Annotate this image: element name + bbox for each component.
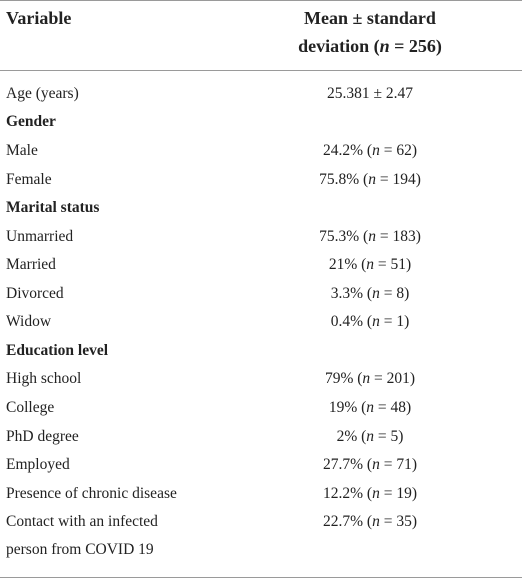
value-text: 22.7% (	[323, 513, 373, 530]
row-value: 25.381 ± 2.47	[326, 85, 413, 102]
row-label: High school	[6, 370, 82, 387]
value-n: n	[372, 485, 380, 502]
row-value	[265, 141, 475, 161]
row-label: Female	[6, 171, 52, 188]
value-text: = 62)	[379, 142, 417, 159]
value-text: = 19)	[379, 485, 417, 502]
value-text: 0.4% (	[330, 313, 373, 330]
top-rule	[0, 0, 522, 1]
value-text: 24.2% (	[323, 142, 373, 159]
value-text: 12.2% (	[323, 485, 373, 502]
value-n: n	[366, 428, 375, 445]
value-text: 75.3% (	[319, 228, 369, 245]
header-rule	[0, 70, 522, 71]
value-n: n	[366, 256, 375, 273]
row-label: person from COVID 19	[6, 541, 154, 558]
row-value	[265, 369, 475, 389]
value-n: n	[372, 513, 380, 530]
row-label: Presence of chronic disease	[6, 485, 177, 502]
row-label: Male	[6, 142, 38, 159]
row-label: Employed	[6, 456, 70, 473]
row-value	[265, 312, 475, 332]
value-text: = 183)	[375, 228, 421, 245]
value-text: 2% (	[336, 428, 367, 445]
row-value	[265, 398, 475, 418]
value-text: 21% (	[328, 256, 367, 273]
bottom-rule	[0, 577, 522, 578]
value-text: 19% (	[328, 399, 367, 416]
value-n: n	[372, 142, 380, 159]
value-text: 79% (	[324, 370, 363, 387]
value-text: 3.3% (	[330, 285, 373, 302]
row-label: Widow	[6, 313, 52, 330]
section-heading: Marital status	[6, 199, 100, 216]
value-n: n	[372, 456, 380, 473]
row-label: College	[6, 399, 55, 416]
row-label: Contact with an infected	[6, 513, 158, 530]
row-label: Divorced	[6, 285, 64, 302]
section-heading: Gender	[6, 113, 56, 130]
value-text: 75.8% (	[319, 171, 369, 188]
row-value	[265, 512, 475, 532]
value-text: = 48)	[374, 399, 412, 416]
value-n: n	[372, 285, 380, 302]
value-text: = 194)	[375, 171, 421, 188]
value-text: = 1)	[379, 313, 410, 330]
row-label: Age (years)	[6, 85, 79, 102]
row-label: PhD degree	[6, 428, 79, 445]
value-n: n	[372, 313, 380, 330]
section-heading: Education level	[6, 342, 109, 359]
value-text: 27.7% (	[323, 456, 373, 473]
value-text: = 35)	[379, 513, 417, 530]
header-text: deviation (	[298, 36, 380, 56]
value-text: = 8)	[379, 285, 410, 302]
row-value	[265, 255, 475, 275]
value-text: = 71)	[379, 456, 417, 473]
row-label: Unmarried	[6, 228, 74, 245]
row-value	[265, 427, 475, 447]
value-n: n	[362, 370, 371, 387]
row-value	[265, 484, 475, 504]
value-text: = 5)	[374, 428, 404, 445]
row-value	[265, 170, 475, 190]
header-variable: Variable	[6, 8, 72, 28]
header-statistic-line-2	[265, 32, 475, 60]
header-text: = 256)	[389, 36, 442, 56]
value-text: = 201)	[370, 370, 416, 387]
value-n: n	[368, 228, 376, 245]
header-statistic-line-1: Mean ± standard	[304, 8, 436, 28]
row-label: Married	[6, 256, 56, 273]
value-text: = 51)	[374, 256, 412, 273]
value-n: n	[366, 399, 375, 416]
row-value	[265, 227, 475, 247]
row-value	[265, 284, 475, 304]
header-n: n	[379, 36, 390, 56]
value-n: n	[368, 171, 376, 188]
row-value	[265, 455, 475, 475]
